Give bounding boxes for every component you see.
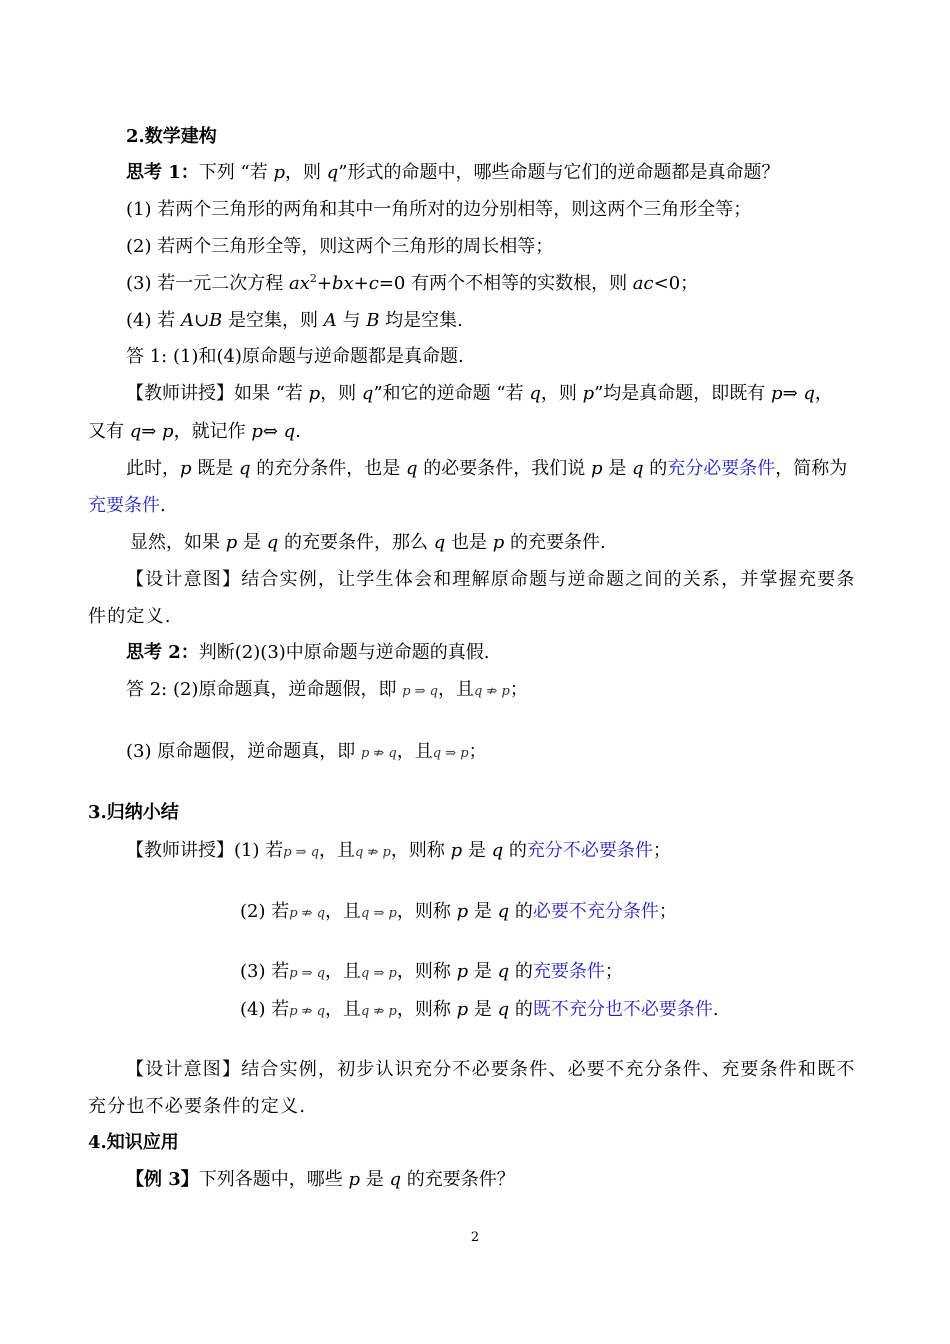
term-iff: 充要条件	[532, 961, 605, 982]
item-4: (4) 若 A∪B 是空集，则 A 与 B 均是空集.	[126, 310, 463, 331]
think1-label: 思考 1：	[126, 162, 199, 183]
example-3-line: 【例 3】下列各题中，哪些 p 是 q 的充要条件？	[126, 1169, 515, 1190]
term-neither: 既不充分也不必要条件	[532, 999, 713, 1020]
para-now-line-1: 此时，p 既是 q 的充分条件，也是 q 的必要条件，我们说 p 是 q 的充分必要条件，简称为	[126, 458, 848, 479]
design-intent-1-line-2: 件的定义.	[88, 606, 172, 627]
section-heading-4: 4.知识应用	[88, 1132, 179, 1153]
design-intent-2-line-2: 充分也不必要条件的定义.	[88, 1096, 307, 1117]
summary-row-3: (3) 若p ⇒ q，且q ⇒ p，则称 p 是 q 的充要条件；	[240, 961, 623, 982]
example-3-label: 【例 3】	[126, 1169, 199, 1190]
summary-row-2: (2) 若p ⇏ q，且q ⇒ p，则称 p 是 q 的必要不充分条件；	[240, 901, 677, 922]
page-number: 2	[470, 1230, 480, 1245]
design-intent-1-line-1: 【设计意图】结合实例，让学生体会和理解原命题与逆命题之间的关系，并掌握充要条	[126, 569, 856, 590]
section-heading-3: 3.归纳小结	[88, 802, 179, 823]
item-1: (1) 若两个三角形的两角和其中一角所对的边分别相等，则这两个三角形全等；	[126, 199, 752, 220]
answer-2-line-1: 答 2: (2)原命题真，逆命题假，即 p ⇒ q，且q ⇏ p；	[126, 679, 528, 700]
think1-line: 思考 1：下列 “若 p，则 q”形式的命题中，哪些命题与它们的逆命题都是真命题？	[126, 162, 780, 183]
teacher-line-2: 又有 q⇒ p，就记作 p⇔ q.	[88, 421, 301, 442]
term-necessary-and-sufficient: 充分必要条件	[667, 458, 776, 479]
item-2: (2) 若两个三角形全等，则这两个三角形的周长相等；	[126, 236, 554, 257]
summary-row-4: (4) 若p ⇏ q，且q ⇏ p，则称 p 是 q 的既不充分也不必要条件.	[240, 999, 719, 1020]
answer-2-line-2: (3) 原命题假，逆命题真，即 p ⇏ q，且q ⇒ p；	[126, 741, 487, 762]
think2-label: 思考 2：	[126, 642, 199, 663]
think2-line: 思考 2：判断(2)(3)中原命题与逆命题的真假.	[126, 642, 490, 663]
item-3: (3) 若一元二次方程 $ax^2+bx+c=0$ 有两个不相等的实数根，则 ac<0；	[126, 272, 699, 294]
design-intent-2-line-1: 【设计意图】结合实例，初步认识充分不必要条件、必要不充分条件、充要条件和既不	[126, 1059, 856, 1080]
section-heading-2: 2.数学建构	[126, 126, 217, 147]
obviously-line: 显然，如果 p 是 q 的充要条件，那么 q 也是 p 的充要条件.	[130, 532, 606, 553]
teacher-line-1: 【教师讲授】如果 “若 p，则 q”和它的逆命题 “若 q，则 p”均是真命题，即既有 p⇒ q，	[126, 383, 833, 404]
term-sufficient-not-necessary: 充分不必要条件	[526, 840, 653, 861]
term-necessary-not-sufficient: 必要不充分条件	[532, 901, 659, 922]
term-iff-condition: 充要条件	[88, 495, 160, 516]
answer-1: 答 1: (1)和(4)原命题与逆命题都是真命题.	[126, 346, 464, 367]
para-now-line-2: 充要条件.	[88, 495, 166, 516]
summary-row-1: 【教师讲授】(1) 若p ⇒ q，且q ⇏ p，则称 p 是 q 的充分不必要条件；	[126, 840, 671, 861]
